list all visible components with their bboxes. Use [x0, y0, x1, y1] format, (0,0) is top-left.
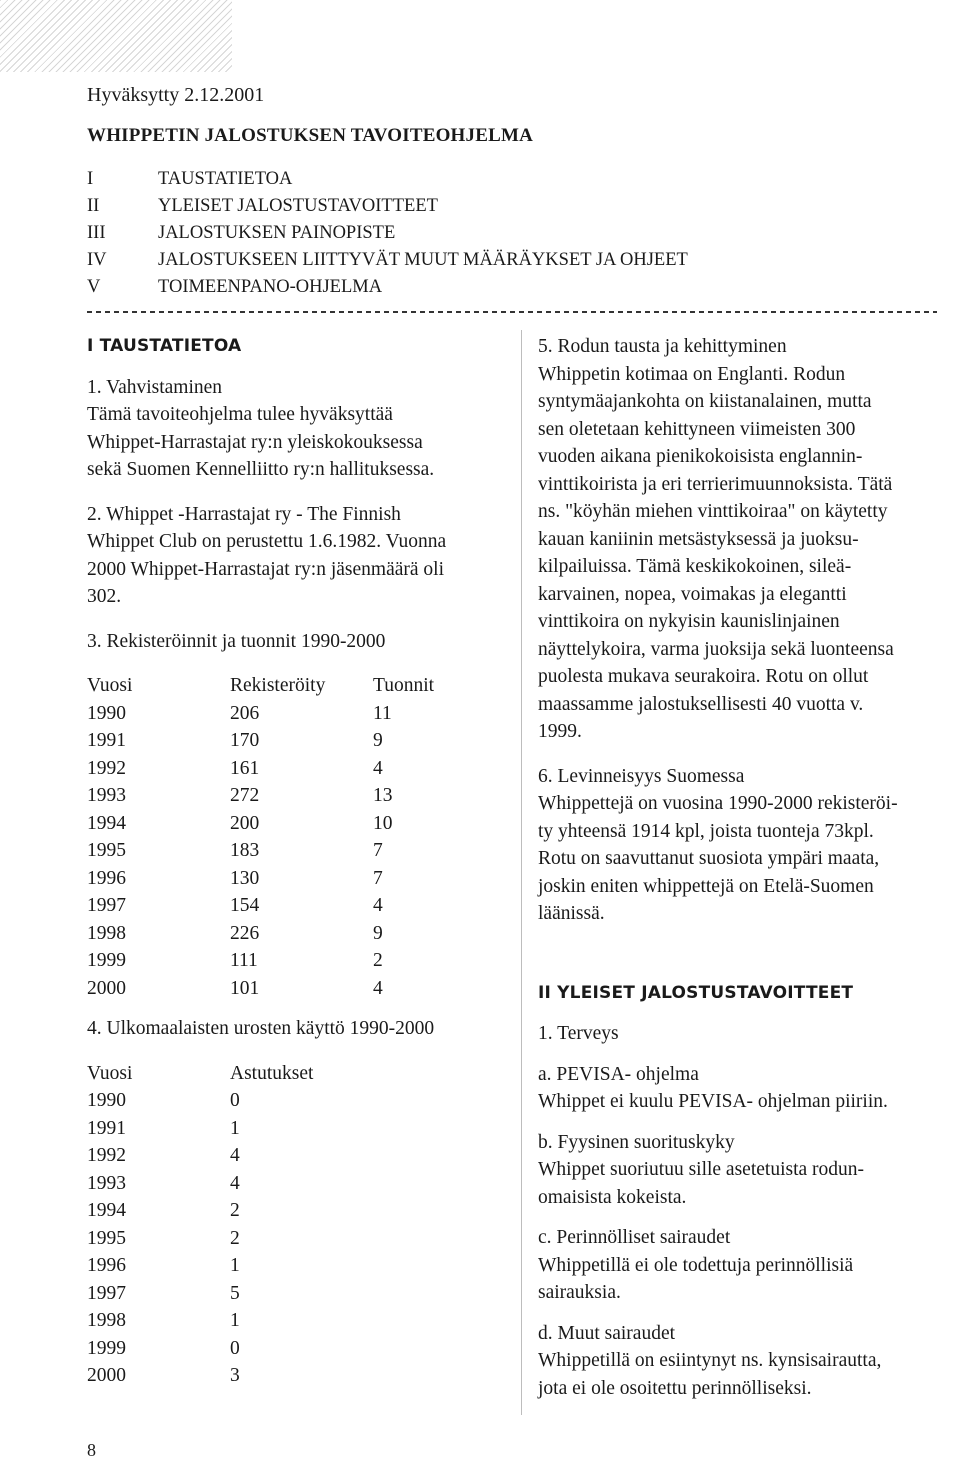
table-row	[87, 810, 512, 838]
table-cell: 1998	[87, 922, 126, 944]
paragraph-line: näyttelykoira, varma juoksija sekä luonteensa	[538, 638, 894, 660]
toc-item	[87, 274, 688, 301]
table-cell: 1992	[87, 757, 126, 779]
table-cell: 1993	[87, 785, 126, 806]
table-cell: 10	[373, 812, 393, 834]
table-header: Rekisteröity	[230, 675, 326, 696]
section-heading-yleiset-jalostustavoitteet: II YLEISET JALOSTUSTAVOITTEET	[538, 982, 854, 1003]
paragraph-line: puolesta mukava seurakoira. Rotu on ollut	[538, 666, 869, 687]
column-divider	[521, 330, 522, 1415]
table-cell: 9	[373, 922, 383, 944]
dashed-divider	[87, 311, 937, 313]
table-cell: 1	[230, 1310, 240, 1331]
paragraph-line: Rotu on saavuttanut suosiota ympäri maata,	[538, 848, 880, 869]
table-cell: 7	[373, 840, 383, 861]
table-cell: 0	[230, 1090, 240, 1111]
table-cell: 130	[230, 867, 260, 889]
paragraph-line: 2000 Whippet-Harrastajat ry:n jäsenmäärä oli	[87, 558, 445, 580]
table-cell: 11	[373, 702, 392, 724]
table-row	[87, 1307, 512, 1335]
subsection-title: a. PEVISA- ohjelma	[538, 1063, 699, 1085]
table-cell: 1991	[87, 730, 126, 751]
paragraph-line: syntymäajankohta on kiistanalainen, mutta	[538, 391, 872, 412]
table-cell: 1993	[87, 1172, 126, 1194]
left-column	[87, 333, 512, 1390]
toc-item-label: TOIMEENPANO-OHJELMA	[158, 277, 383, 297]
table-row	[87, 1252, 512, 1280]
table-cell: 2000	[87, 1365, 126, 1386]
table-cell: 272	[230, 785, 260, 806]
paragraph-line: Tämä tavoiteohjelma tulee hyväksyttää	[87, 404, 393, 425]
toc-item-number: IV	[87, 250, 107, 270]
table-row	[87, 1087, 512, 1115]
paragraph-line: maassamme jalostuksellisesti 40 vuotta v.	[538, 693, 864, 715]
toc-item-label: TAUSTATIETOA	[158, 169, 293, 189]
table-cell: 226	[230, 922, 260, 944]
subsection-title: b. Fyysinen suorituskyky	[538, 1131, 735, 1153]
paragraph-line: sairauksia.	[538, 1282, 621, 1303]
table-cell: 154	[230, 895, 260, 916]
paragraph-line: 1999.	[538, 721, 582, 742]
table-cell: 1994	[87, 1200, 126, 1221]
table-row	[87, 782, 512, 810]
table-cell: 1	[230, 1117, 240, 1139]
table-row	[87, 727, 512, 755]
subsection-title: 6. Levinneisyys Suomessa	[538, 765, 745, 787]
table-cell: 4	[230, 1145, 240, 1166]
table-row	[87, 865, 512, 893]
paragraph-line: Whippetillä on esiintynyt ns. kynsisairautta,	[538, 1350, 882, 1371]
table-row	[87, 1335, 512, 1363]
table-row	[87, 1280, 512, 1308]
table-cell: 1995	[87, 840, 126, 861]
paragraph-line: karvainen, nopea, voimakas ja elegantti	[538, 583, 847, 605]
table-row	[87, 755, 512, 783]
table-cell: 1	[230, 1255, 240, 1276]
table-cell: 5	[230, 1282, 240, 1304]
paragraph-line: Whippetin kotimaa on Englanti. Rodun	[538, 363, 846, 385]
paragraph-line: 2. Whippet -Harrastajat ry - The Finnish	[87, 503, 401, 525]
paragraph-line: sekä Suomen Kennelliitto ry:n hallituksessa.	[87, 459, 435, 480]
paragraph-line: ns. "köyhän miehen vinttikoiraa" on käytetty	[538, 501, 888, 522]
paragraph-line: Whippet Club on perustettu 1.6.1982. Vuonna	[87, 531, 447, 552]
table-cell: 111	[230, 950, 258, 971]
table-cell: 1999	[87, 1337, 126, 1359]
toc-item	[87, 193, 688, 220]
paragraph-line: vinttikoirista ja eri terrierimuunnoksista. Tätä	[538, 473, 893, 495]
table-row	[87, 1225, 512, 1253]
subsection-title: 4. Ulkomaalaisten urosten käyttö 1990-2000	[87, 1018, 435, 1039]
table-cell: 1996	[87, 867, 126, 889]
table-cell: 1991	[87, 1117, 126, 1139]
toc-item-number: V	[87, 277, 101, 297]
table-header: Vuosi	[87, 1062, 133, 1084]
toc-item-label: YLEISET JALOSTUSTAVOITTEET	[158, 196, 438, 216]
approval-date: Hyväksytty 2.12.2001	[87, 84, 265, 106]
paragraph-line: jota ei ole osoitettu perinnölliseksi.	[538, 1377, 812, 1399]
section-heading-taustatietoa: I TAUSTATIETOA	[87, 336, 242, 356]
table-cell: 2000	[87, 977, 126, 999]
paragraph-line: vuoden aikana pienikokoisista englannin-	[538, 446, 863, 467]
table-cell: 1997	[87, 895, 126, 916]
table-cell: 1996	[87, 1255, 126, 1276]
table-cell: 1999	[87, 950, 126, 971]
toc-item-number: II	[87, 196, 100, 216]
table-cell: 7	[373, 867, 383, 889]
subsection-title: c. Perinnölliset sairaudet	[538, 1227, 731, 1248]
table-row	[87, 892, 512, 920]
table-cell: 200	[230, 812, 260, 834]
subsection-title: 3. Rekisteröinnit ja tuonnit 1990-2000	[87, 630, 386, 652]
subsection-title: 5. Rodun tausta ja kehittyminen	[538, 336, 787, 357]
table-header: Tuonnit	[373, 675, 435, 696]
table-row	[87, 975, 512, 1003]
table-of-contents	[87, 166, 688, 301]
table-cell: 161	[230, 757, 260, 779]
paragraph-line: joskin eniten whippettejä on Etelä-Suomen	[538, 875, 874, 897]
table-header-row	[87, 1060, 512, 1088]
table-cell: 3	[230, 1365, 240, 1386]
toc-item-number: III	[87, 223, 106, 243]
table-cell: 1992	[87, 1145, 126, 1166]
table-row	[87, 1170, 512, 1198]
paragraph-line: Whippettejä on vuosina 1990-2000 rekisteröi-	[538, 793, 898, 814]
registrations-table	[87, 672, 512, 1002]
table-cell: 1998	[87, 1310, 126, 1331]
paragraph-line: kauan kaniinin metsästyksessä ja juoksu-	[538, 528, 859, 550]
table-cell: 4	[373, 757, 383, 779]
table-header: Vuosi	[87, 675, 133, 696]
table-row	[87, 920, 512, 948]
paragraph-line: vinttikoira on nykyisin kaunislinjainen	[538, 611, 840, 632]
subsection-title: 1. Terveys	[538, 1023, 619, 1044]
paragraph-line: Whippet ei kuulu PEVISA- ohjelman piiriin.	[538, 1091, 888, 1112]
document-title: WHIPPETIN JALOSTUKSEN TAVOITEOHJELMA	[87, 125, 534, 146]
table-cell: 183	[230, 840, 260, 861]
table-cell: 1990	[87, 702, 126, 724]
table-header: Astutukset	[230, 1062, 314, 1084]
table-row	[87, 700, 512, 728]
right-column	[538, 333, 953, 1402]
corner-hatch-decoration	[0, 0, 232, 72]
toc-item	[87, 220, 688, 247]
table-cell: 4	[373, 895, 383, 916]
table-cell: 206	[230, 702, 260, 724]
table-cell: 2	[230, 1200, 240, 1221]
table-row	[87, 837, 512, 865]
table-row	[87, 1197, 512, 1225]
paragraph-line: ty yhteensä 1914 kpl, joista tuonteja 73kpl.	[538, 820, 874, 842]
table-row	[87, 947, 512, 975]
table-cell: 13	[373, 785, 393, 806]
toc-item	[87, 247, 688, 274]
toc-item-number: I	[87, 169, 94, 189]
table-cell: 1997	[87, 1282, 126, 1304]
toc-item-label: JALOSTUKSEN PAINOPISTE	[158, 223, 396, 243]
toc-item	[87, 166, 688, 193]
page-number: 8	[87, 1440, 96, 1460]
subsection-title: 1. Vahvistaminen	[87, 376, 223, 398]
paragraph-line: Whippet suoriutuu sille asetetuista rodun-	[538, 1159, 865, 1180]
paragraph-line: kilpailuissa. Tämä keskikokoinen, sileä-	[538, 556, 852, 577]
table-cell: 2	[373, 950, 383, 971]
stud-usage-table	[87, 1060, 512, 1390]
table-cell: 1990	[87, 1090, 126, 1111]
subsection-title: d. Muut sairaudet	[538, 1322, 676, 1344]
table-cell: 4	[230, 1172, 240, 1194]
table-cell: 1995	[87, 1227, 126, 1249]
paragraph-line: sen oletetaan kehittyneen viimeisten 300	[538, 418, 856, 440]
table-cell: 2	[230, 1227, 240, 1249]
table-row	[87, 1142, 512, 1170]
table-header-row	[87, 672, 512, 700]
paragraph-line: Whippet-Harrastajat ry:n yleiskokouksessa	[87, 431, 423, 453]
table-cell: 170	[230, 730, 260, 751]
paragraph-line: Whippetillä ei ole todettuja perinnöllisiä	[538, 1254, 854, 1276]
table-row	[87, 1362, 512, 1390]
paragraph-line: omaisista kokeista.	[538, 1186, 687, 1208]
paragraph-line: läänissä.	[538, 903, 605, 924]
table-cell: 0	[230, 1337, 240, 1359]
table-cell: 1994	[87, 812, 126, 834]
table-row	[87, 1115, 512, 1143]
table-cell: 101	[230, 977, 260, 999]
paragraph-line: 302.	[87, 586, 122, 607]
toc-item-label: JALOSTUKSEEN LIITTYVÄT MUUT MÄÄRÄYKSET JA OHJEET	[158, 250, 688, 270]
table-cell: 4	[373, 977, 383, 999]
table-cell: 9	[373, 730, 383, 751]
